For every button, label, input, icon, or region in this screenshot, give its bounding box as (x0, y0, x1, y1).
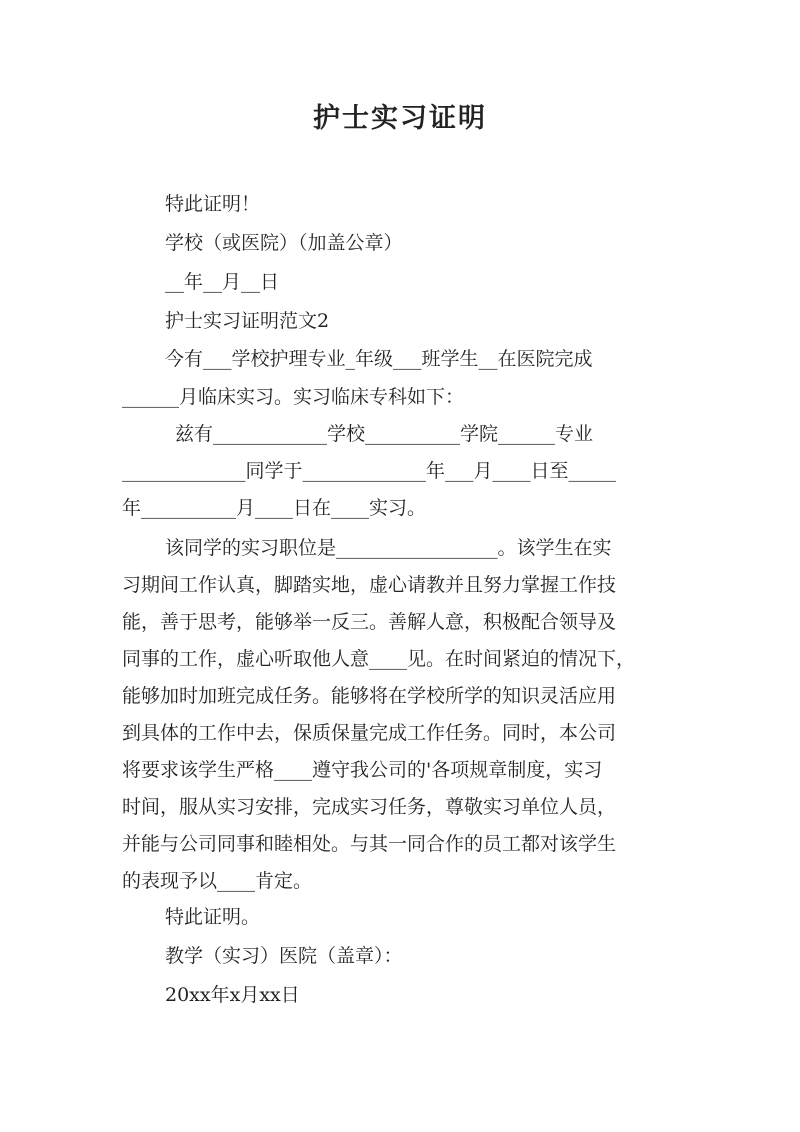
paragraph-line: 到具体的工作中去，保质保量完成工作任务。同时，本公司 (122, 722, 617, 744)
text-line: __年__月__日 (165, 271, 280, 293)
paragraph-line: ______月临床实习。实习临床专科如下： (122, 386, 465, 408)
text-line: 护士实习证明范文2 (165, 310, 330, 332)
paragraph-line: 年__________月____日在____实习。 (122, 497, 427, 519)
paragraph-line: 能，善于思考，能够举一反三。善解人意，积极配合领导及 (122, 611, 617, 633)
paragraph-line: 该同学的实习职位是_________________。该学生在实 (165, 537, 612, 559)
paragraph-line: 的表现予以____肯定。 (122, 870, 313, 892)
text-line: 特此证明。 (165, 906, 261, 928)
document-title: 护士实习证明 (313, 103, 487, 134)
text-line: 特此证明！ (165, 193, 261, 215)
signature-line: 教学（实习）医院（盖章）： (165, 945, 403, 967)
paragraph-line: 时间，服从实习安排，完成实习任务，尊敬实习单位人员， (122, 796, 617, 818)
text-line: 学校（或医院）（加盖公章） (165, 232, 403, 254)
paragraph-line: 同事的工作，虚心听取他人意____见。在时间紧迫的情况下， (122, 648, 636, 670)
paragraph-line: 今有___学校护理专业_年级___班学生__在医院完成 (165, 348, 593, 370)
paragraph-line: 习期间工作认真，脚踏实地，虚心请教并且努力掌握工作技 (122, 574, 617, 596)
paragraph-line: 能够加时加班完成任务。能够将在学校所学的知识灵活应用 (122, 685, 617, 707)
paragraph-line: _____________同学于_____________年___月____日至_____ (122, 460, 617, 482)
paragraph-line: 兹有____________学校__________学院______专业 (175, 423, 594, 445)
paragraph-line: 并能与公司同事和睦相处。与其一同合作的员工都对该学生 (122, 833, 617, 855)
paragraph-line: 将要求该学生严格____遵守我公司的'各项规章制度，实习 (122, 759, 603, 781)
date-line: 20xx年x月xx日 (165, 984, 300, 1006)
